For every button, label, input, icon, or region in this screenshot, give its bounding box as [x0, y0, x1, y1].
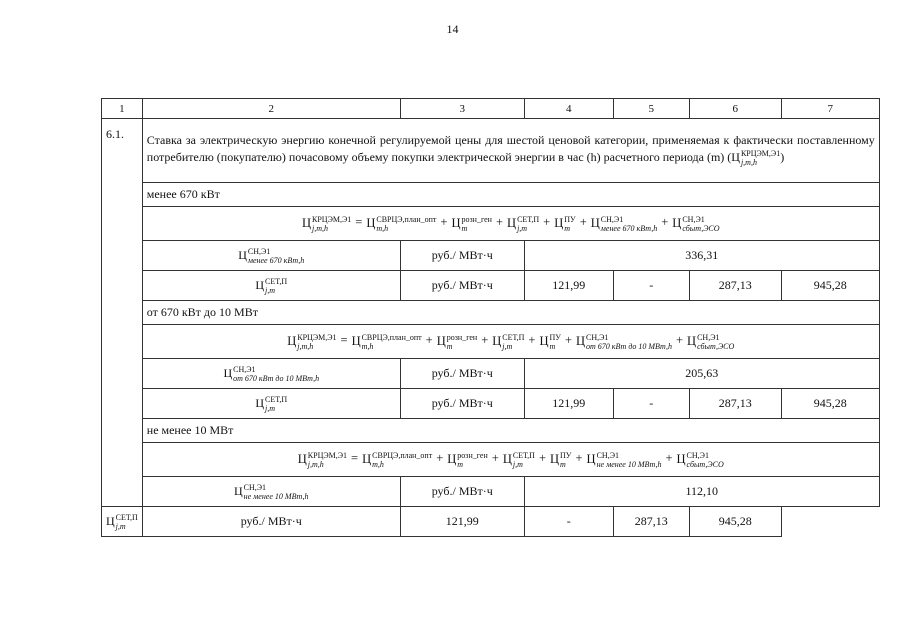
math-symbol — [587, 451, 662, 469]
math-symbol — [234, 483, 309, 501]
symbol-sub: j,m — [265, 285, 276, 295]
symbol-sub: m — [564, 223, 571, 233]
math-symbol — [492, 333, 524, 351]
value-col7: 945,28 — [781, 389, 879, 419]
symbol-sub: менее 670 кВт,h — [247, 255, 305, 265]
plus-sign: + — [665, 451, 673, 466]
symbol-sub: не менее 10 МВт,h — [243, 491, 309, 501]
symbol-sub: j,m — [512, 459, 523, 469]
plus-sign: + — [543, 215, 551, 230]
table-row — [102, 507, 880, 537]
symbol-sup: СН,Э1 — [682, 214, 705, 224]
value-col7: 945,28 — [689, 507, 781, 537]
value-col4: 121,99 — [524, 389, 613, 419]
unit: руб./ МВт·ч — [142, 507, 400, 537]
symbol-sub: m — [549, 341, 556, 351]
plus-sign: + — [675, 333, 684, 348]
math-symbol — [302, 215, 351, 233]
symbol-sup: СН,Э1 — [686, 450, 709, 460]
symbol-sub: менее 670 кВт,h — [600, 223, 658, 233]
plus-sign: + — [491, 451, 499, 466]
symbol-sup: СЕТ,П — [502, 332, 525, 342]
math-symbol — [507, 215, 539, 233]
symbol-sub: j,m — [265, 403, 276, 413]
symbol-sup: СН,Э1 — [596, 450, 619, 460]
value-col6: 287,13 — [689, 271, 781, 301]
plus-sign: + — [564, 333, 572, 348]
description-close: ) — [780, 149, 785, 164]
category-row — [102, 419, 880, 443]
equals-sign: = — [355, 215, 363, 230]
set-symbol — [142, 389, 400, 419]
symbol-base: Ц — [287, 333, 297, 348]
math-symbol — [238, 247, 304, 265]
formula-row — [102, 207, 880, 241]
unit: руб./ МВт·ч — [400, 477, 524, 507]
symbol-sup: КРЦЭМ,Э1 — [740, 149, 781, 159]
plus-sign: + — [481, 333, 489, 348]
symbol-base: Ц — [687, 333, 697, 348]
plus-sign: + — [579, 215, 587, 230]
symbol-base: Ц — [502, 451, 512, 466]
symbol-sub: m — [446, 341, 453, 351]
symbol-sub: сбыт,ЭСО — [697, 341, 735, 351]
symbol-sub: m,h — [361, 341, 374, 351]
symbol-base: Ц — [106, 513, 115, 528]
symbol-sub: m,h — [376, 223, 389, 233]
symbol-base: Ц — [586, 451, 596, 466]
math-symbol — [298, 451, 347, 469]
page-number: 14 — [446, 22, 459, 36]
description-symbol — [731, 149, 780, 167]
item-number: 6.1. — [102, 119, 143, 507]
symbol-sup: СН,Э1 — [243, 482, 267, 492]
symbol-sub: m — [560, 459, 566, 469]
plus-sign: + — [661, 215, 669, 230]
equals-sign: = — [340, 333, 348, 348]
symbol-base: Ц — [366, 215, 376, 230]
math-symbol — [287, 333, 336, 351]
symbol-sup: СН,Э1 — [586, 332, 609, 342]
header-cell: 4 — [524, 99, 613, 119]
sn-value: 112,10 — [524, 477, 879, 507]
symbol-base: Ц — [351, 333, 361, 348]
math-symbol — [554, 215, 575, 233]
formula — [142, 207, 879, 241]
symbol-sup: ПУ — [549, 332, 561, 342]
symbol-base: Ц — [238, 247, 247, 262]
symbol-sup: СВРЦЭ,план_опт — [376, 214, 437, 224]
symbol-sub: j,m,h — [312, 223, 329, 233]
math-symbol — [687, 333, 734, 351]
symbol-sup: СН,Э1 — [247, 246, 271, 256]
symbol-sup: СВРЦЭ,план_опт — [372, 450, 433, 460]
table-row — [102, 271, 880, 301]
table-row — [102, 389, 880, 419]
math-symbol — [255, 395, 287, 413]
symbol-base: Ц — [297, 451, 307, 466]
unit: руб./ МВт·ч — [400, 389, 524, 419]
table-row — [102, 477, 880, 507]
math-symbol — [223, 365, 319, 383]
symbol-sup: розн_ген — [446, 332, 478, 342]
symbol-base: Ц — [362, 451, 372, 466]
math-symbol — [672, 215, 719, 233]
category-row — [102, 183, 880, 207]
value-col7: 945,28 — [781, 271, 879, 301]
math-symbol — [503, 451, 535, 469]
symbol-sup: СЕТ,П — [517, 214, 540, 224]
plus-sign: + — [425, 333, 433, 348]
symbol-sub: сбыт,ЭСО — [686, 459, 724, 469]
table-row — [102, 359, 880, 389]
symbol-sup: ПУ — [560, 450, 572, 460]
symbol-base: Ц — [676, 451, 686, 466]
symbol-sup: СЕТ,П — [265, 276, 288, 286]
symbol-base: Ц — [447, 451, 457, 466]
value-col6: 287,13 — [613, 507, 689, 537]
plus-sign: + — [538, 451, 546, 466]
symbol-sup: СЕТ,П — [265, 394, 288, 404]
header-cell: 5 — [613, 99, 689, 119]
sn-value: 336,31 — [524, 241, 879, 271]
symbol-base: Ц — [255, 277, 265, 292]
math-symbol — [550, 451, 571, 469]
value-col5: - — [613, 389, 689, 419]
symbol-sup: КРЦЭМ,Э1 — [307, 450, 348, 460]
symbol-base: Ц — [550, 451, 560, 466]
math-symbol — [437, 333, 477, 351]
unit: руб./ МВт·ч — [400, 241, 524, 271]
category-label: не менее 10 МВт — [142, 419, 879, 443]
header-cell: 7 — [781, 99, 879, 119]
math-symbol — [576, 333, 672, 351]
symbol-base: Ц — [539, 333, 549, 348]
item-description — [142, 119, 879, 183]
symbol-sup: СН,Э1 — [600, 214, 624, 224]
symbol-base: Ц — [223, 365, 233, 380]
formula — [142, 443, 879, 477]
symbol-sup: розн_ген — [461, 214, 492, 224]
plus-sign: + — [575, 451, 583, 466]
math-symbol — [447, 451, 487, 469]
symbol-base: Ц — [233, 483, 243, 498]
symbol-base: Ц — [507, 215, 517, 230]
description-text: Ставка за электрическую энергию конечной регулируемой цены для шестой ценовой категории, применяемая к фактически поставленному потребителю (покупателю) почасовому объему покупки электрической энергии в час (h) расчетного периода (m) ( — [146, 132, 875, 164]
math-symbol — [591, 215, 657, 233]
symbol-base: Ц — [301, 215, 312, 230]
sn-symbol — [142, 359, 400, 389]
symbol-sub: от 670 кВт до 10 МВт,h — [586, 341, 672, 351]
math-symbol — [106, 513, 138, 531]
header-cell: 6 — [689, 99, 781, 119]
symbol-sub: сбыт,ЭСО — [682, 223, 720, 233]
header-cell: 1 — [102, 99, 143, 119]
value-col6: 287,13 — [689, 389, 781, 419]
math-symbol — [366, 215, 436, 233]
symbol-sub: m — [457, 459, 464, 469]
set-symbol — [102, 507, 143, 537]
symbol-base: Ц — [590, 215, 600, 230]
plus-sign: + — [440, 215, 448, 230]
symbol-sub: j,m,h — [740, 158, 757, 168]
tariff-table — [101, 98, 880, 537]
header-row — [102, 99, 880, 119]
header-cell: 2 — [142, 99, 400, 119]
symbol-sub: j,m — [115, 521, 126, 531]
sn-value: 205,63 — [524, 359, 879, 389]
unit: руб./ МВт·ч — [400, 359, 524, 389]
category-label: менее 670 кВт — [142, 183, 879, 207]
sn-symbol — [142, 477, 400, 507]
formula-row — [102, 443, 880, 477]
symbol-sup: КРЦЭМ,Э1 — [297, 332, 337, 342]
symbol-base: Ц — [554, 215, 564, 230]
symbol-sub: j,m — [502, 341, 513, 351]
header-cell: 3 — [400, 99, 524, 119]
math-symbol — [352, 333, 422, 351]
unit: руб./ МВт·ч — [400, 271, 524, 301]
set-symbol — [142, 271, 400, 301]
symbol-sub: от 670 кВт до 10 МВт,h — [233, 373, 320, 383]
category-label: от 670 кВт до 10 МВт — [142, 301, 879, 325]
symbol-sub: j,m,h — [297, 341, 314, 351]
symbol-sup: СЕТ,П — [115, 512, 138, 522]
symbol-base: Ц — [731, 149, 740, 164]
symbol-sup: СВРЦЭ,план_опт — [361, 332, 422, 342]
value-col5: - — [524, 507, 613, 537]
plus-sign: + — [436, 451, 444, 466]
math-symbol — [451, 215, 491, 233]
plus-sign: + — [528, 333, 536, 348]
symbol-sup: СН,Э1 — [233, 364, 256, 374]
formula — [142, 325, 879, 359]
item-title-row — [102, 119, 880, 183]
symbol-base: Ц — [436, 333, 446, 348]
formula-row — [102, 325, 880, 359]
symbol-sup: СЕТ,П — [512, 450, 535, 460]
symbol-sub: m — [461, 223, 468, 233]
symbol-base: Ц — [451, 215, 461, 230]
value-col4: 121,99 — [524, 271, 613, 301]
math-symbol — [362, 451, 432, 469]
sn-symbol — [142, 241, 400, 271]
symbol-sub: m,h — [372, 459, 384, 469]
symbol-base: Ц — [492, 333, 502, 348]
value-col4: 121,99 — [400, 507, 524, 537]
symbol-base: Ц — [672, 215, 682, 230]
symbol-base: Ц — [255, 395, 265, 410]
category-row — [102, 301, 880, 325]
symbol-base: Ц — [576, 333, 586, 348]
symbol-sup: КРЦЭМ,Э1 — [312, 214, 352, 224]
math-symbol — [255, 277, 287, 295]
symbol-sub: не менее 10 МВт,h — [596, 459, 662, 469]
value-col5: - — [613, 271, 689, 301]
symbol-sub: j,m — [517, 223, 528, 233]
symbol-sub: j,m,h — [307, 459, 324, 469]
math-symbol — [677, 451, 724, 469]
math-symbol — [539, 333, 560, 351]
symbol-sup: ПУ — [564, 214, 576, 224]
table-row — [102, 241, 880, 271]
plus-sign: + — [495, 215, 504, 230]
symbol-sup: СН,Э1 — [697, 332, 720, 342]
symbol-sup: розн_ген — [457, 450, 488, 460]
equals-sign: = — [351, 451, 359, 466]
